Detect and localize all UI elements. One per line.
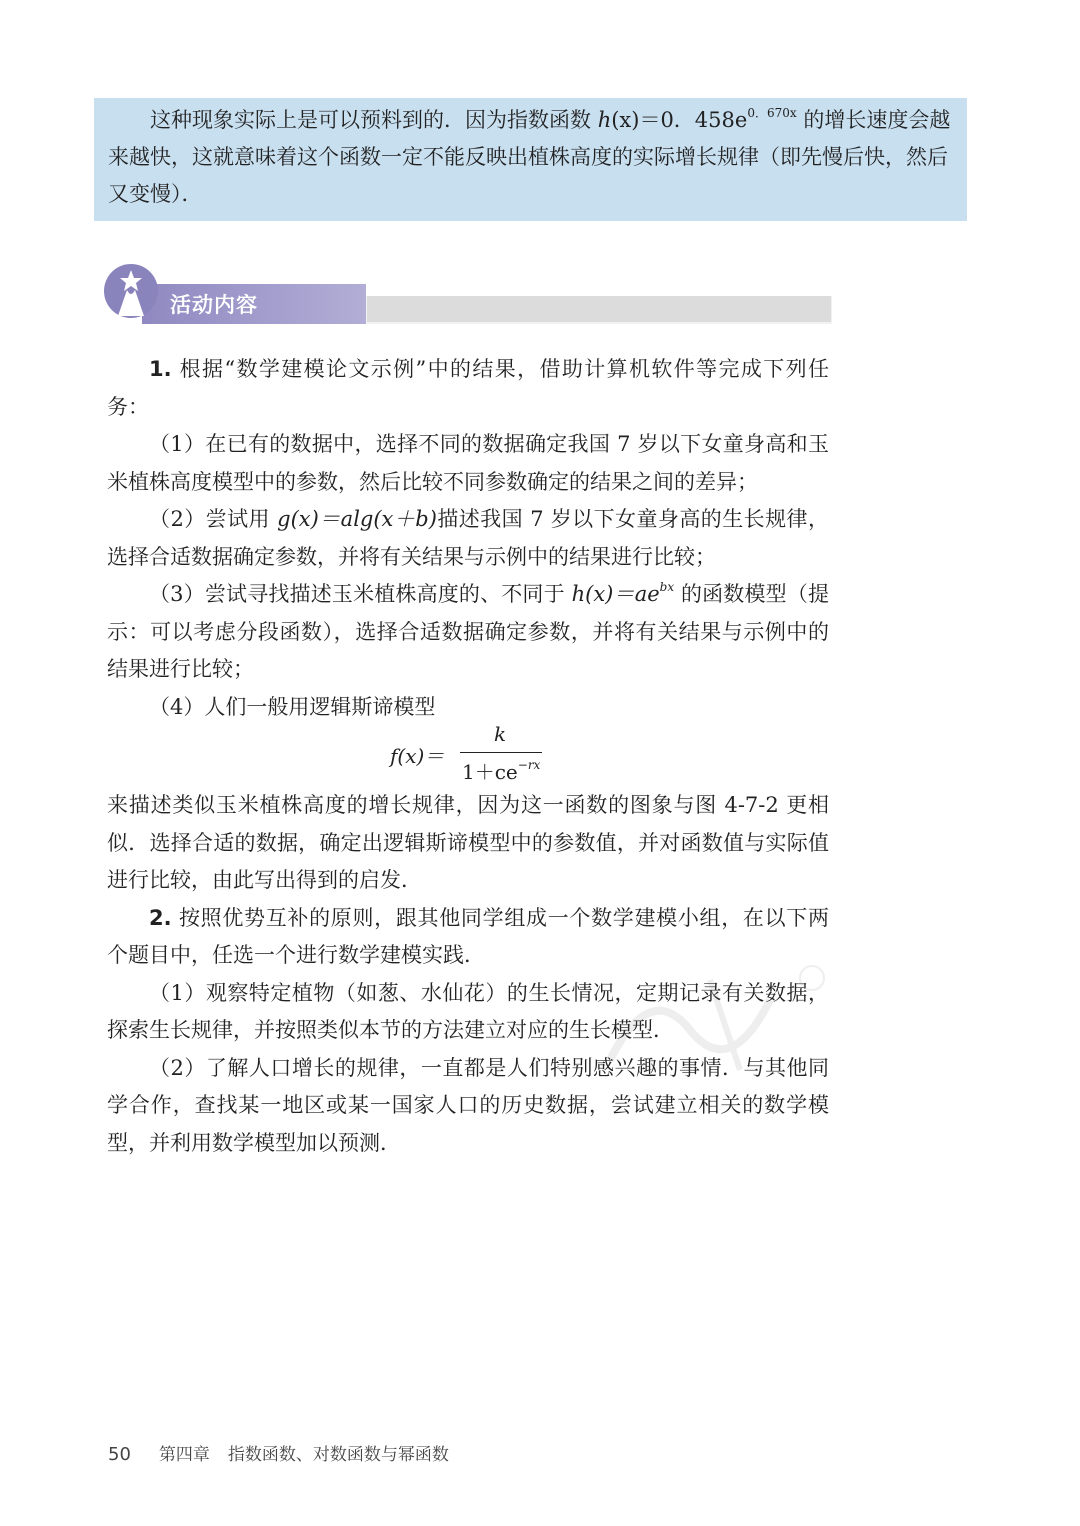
chapter-label: 第四章	[158, 1445, 210, 1465]
section-title: 活动内容	[170, 293, 258, 317]
logistic-formula: f(x)＝ k $1+ce^{-rx}$	[390, 722, 541, 784]
star-figure-icon	[110, 266, 152, 318]
page-footer	[108, 1440, 449, 1465]
item-2-topic-2: （2）了解人口增长的规律，一直都是人们特别感兴趣的事情．与其他同学合作，查找某一地区或某一国家人口的历史数据，尝试建立相关的数学模型，并利用数学模型加以预测．	[107, 1055, 829, 1155]
callout-text: 这种现象实际上是可以预料到的．因为指数函数 h(x)＝0．$458e^{0.670x}$ 的增长速度会越来越快，这就意味着这个函数一定不能反映出植株高度的实际增长规律（即先慢后快，然后又变慢）．	[108, 106, 951, 206]
section-header	[104, 262, 832, 326]
page-number: 50	[108, 1444, 131, 1465]
item-1: 1. 根据“数学建模论文示例”中的结果，借助计算机软件等完成下列任务：	[107, 357, 829, 419]
item-2-topic-1: （1）观察特定植物（如葱、水仙花）的生长情况，定期记录有关数据，探索生长规律，并按照类似本节的方法建立对应的生长模型．	[107, 980, 829, 1042]
item-2: 2. 按照优势互补的原则，跟其他同学组成一个数学建模小组，在以下两个题目中，任选一个进行数学建模实践．	[107, 905, 829, 967]
item-1-sub-2: （2）尝试用 g(x)＝alg(x＋b)描述我国 7 岁以下女童身高的生长规律，选择合适数据确定参数，并将有关结果与示例中的结果进行比较；	[107, 507, 829, 569]
item-1-sub-3: （3）尝试寻找描述玉米植株高度的、不同于 $h(x)=ae^{bx}$ 的函数模型（提示：可以考虑分段函数），选择合适数据确定参数，并将有关结果与示例中的结果进行比较；	[107, 580, 829, 681]
item-1-sub-4: （4）人们一般用逻辑斯谛模型	[149, 694, 436, 719]
chapter-title: 指数函数、对数函数与幂函数	[227, 1445, 449, 1465]
publisher-watermark	[590, 960, 830, 1080]
section-rule	[367, 296, 831, 322]
fraction-bar	[460, 752, 542, 753]
callout-box	[94, 98, 967, 221]
item-1-sub-1: （1）在已有的数据中，选择不同的数据确定我国 7 岁以下女童身高和玉米植株高度模型中的参数，然后比较不同参数确定的结果之间的差异；	[107, 432, 829, 494]
logistic-description: 来描述类似玉米植株高度的增长规律，因为这一函数的图象与图 4-7-2 更相似．选择合适的数据，确定出逻辑斯谛模型中的参数值，并对函数值与实际值进行比较，由此写出得到的启发．	[107, 793, 829, 892]
activity-content	[107, 351, 829, 726]
